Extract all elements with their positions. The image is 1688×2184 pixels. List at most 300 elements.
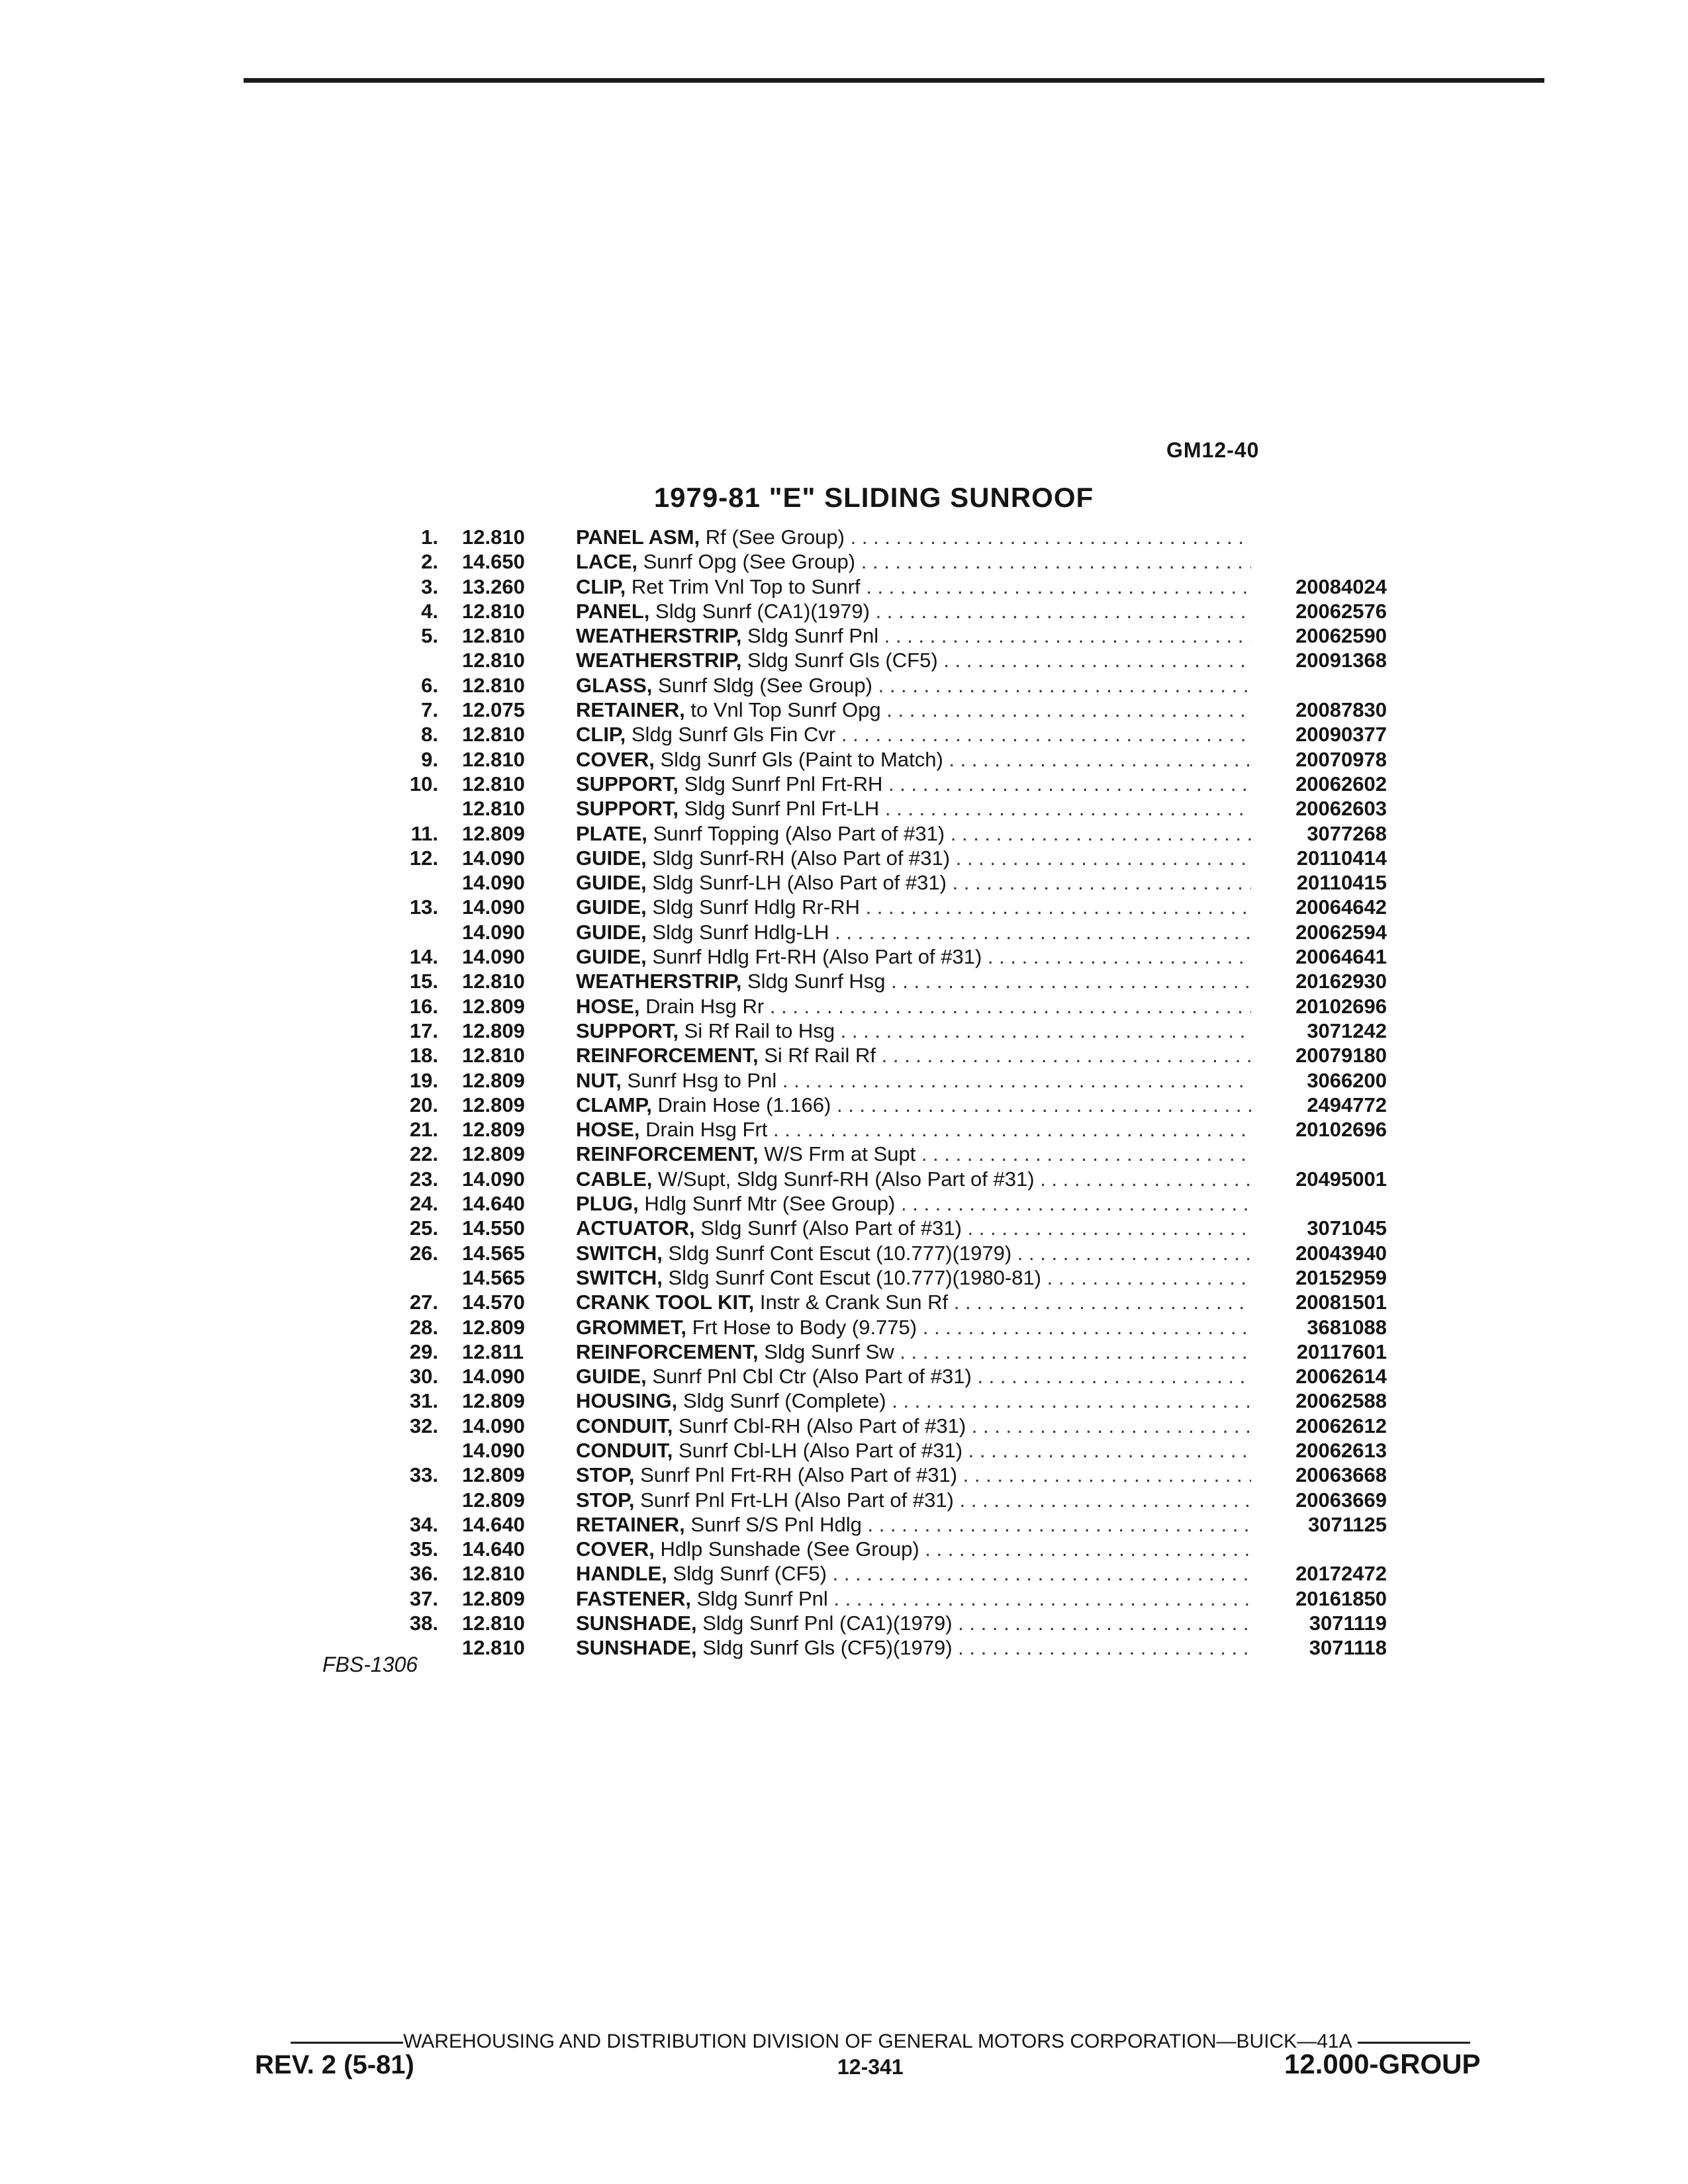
part-number: 20087830: [1295, 698, 1387, 722]
part-row: [377, 1216, 1387, 1240]
part-number: 3071125: [1308, 1512, 1387, 1536]
part-name: SUNSHADE,: [576, 1612, 697, 1635]
group-number: 12.809: [462, 1389, 525, 1413]
part-detail: Sunrf Sldg (See Group): [658, 673, 872, 697]
part-description: [576, 796, 1251, 821]
part-row: [377, 994, 1387, 1019]
part-detail: Sldg Sunrf Cont Escut (10.777)(1980-81): [668, 1265, 1041, 1289]
part-detail: Sunrf Topping (Also Part of #31): [653, 821, 945, 845]
part-row: [377, 1019, 1387, 1043]
item-number: 3.: [421, 574, 438, 598]
part-detail: Sldg Sunrf (CF5): [673, 1562, 827, 1586]
item-number: 11.: [410, 821, 438, 845]
item-number: 20.: [409, 1093, 438, 1116]
part-name: PANEL ASM,: [576, 525, 700, 549]
part-name: HANDLE,: [576, 1562, 667, 1586]
group-number: 12.810: [462, 747, 525, 771]
group-number: 14.090: [462, 945, 525, 969]
revision-label: REV. 2 (5-81): [255, 2050, 414, 2079]
part-detail: Hdlp Sunshade (See Group): [660, 1537, 919, 1561]
group-number: 14.640: [462, 1192, 525, 1216]
group-number: 14.640: [462, 1537, 525, 1561]
item-number: 10.: [409, 772, 438, 796]
part-description: [576, 1265, 1251, 1290]
part-number: 20162930: [1295, 970, 1387, 993]
item-number: 34.: [409, 1512, 438, 1536]
part-row: [377, 1512, 1387, 1537]
group-number: 14.090: [462, 1438, 525, 1462]
part-name: GUIDE,: [576, 871, 647, 895]
part-description: [576, 870, 1251, 895]
part-name: WEATHERSTRIP,: [576, 624, 742, 648]
group-number: 14.090: [462, 871, 525, 895]
item-number: 22.: [409, 1142, 438, 1166]
part-detail: Sunrf Opg (See Group): [643, 550, 856, 574]
part-row: [377, 698, 1387, 722]
part-description: [576, 698, 1251, 722]
group-number: 14.090: [462, 846, 525, 870]
item-number: 2.: [421, 550, 438, 574]
part-detail: Sldg Sunrf Pnl: [696, 1586, 828, 1610]
part-description: [576, 1512, 1251, 1537]
part-row: [377, 1488, 1387, 1512]
part-name: LACE,: [576, 550, 637, 574]
part-name: SUPPORT,: [576, 772, 679, 796]
footer-rule-left: [291, 2042, 403, 2044]
part-number: 3071242: [1307, 1019, 1387, 1042]
part-detail: Sldg Sunrf Hdlg Rr-RH: [652, 895, 860, 919]
group-number: 12.810: [462, 797, 525, 821]
item-number: 9.: [421, 747, 438, 771]
item-number: 32.: [409, 1414, 438, 1437]
group-number: 12.809: [462, 1586, 525, 1610]
part-number: 20152959: [1295, 1265, 1387, 1289]
group-number: 12.809: [462, 1315, 525, 1339]
part-description: [576, 1611, 1251, 1635]
part-row: [377, 870, 1387, 895]
part-description: [576, 1216, 1251, 1240]
part-detail: Sldg Sunrf Pnl Frt-LH: [684, 797, 880, 821]
part-detail: Si Rf Rail to Hsg: [684, 1019, 835, 1042]
part-number: 20091368: [1295, 649, 1387, 672]
part-description: [576, 1068, 1251, 1093]
group-number: 14.570: [462, 1291, 525, 1314]
part-description: [576, 1142, 1251, 1166]
part-name: PANEL,: [576, 599, 650, 623]
part-number: 3681088: [1307, 1315, 1387, 1339]
item-number: 4.: [421, 599, 438, 623]
part-number: 20062602: [1295, 772, 1387, 796]
part-detail: Sunrf Cbl-RH (Also Part of #31): [679, 1414, 966, 1437]
part-detail: Sldg Sunrf Pnl: [747, 624, 879, 648]
part-detail: Sldg Sunrf-RH (Also Part of #31): [652, 846, 951, 870]
part-number: 20161850: [1295, 1586, 1387, 1610]
part-row: [377, 722, 1387, 747]
part-name: PLUG,: [576, 1192, 639, 1216]
part-row: [377, 1167, 1387, 1191]
page-number: 12-341: [837, 2055, 904, 2079]
group-number: 12.809: [462, 994, 525, 1018]
page-title: 1979-81 "E" SLIDING SUNROOF: [653, 482, 1094, 513]
part-description: [576, 944, 1251, 969]
part-description: [576, 549, 1251, 574]
group-number: 12.809: [462, 1118, 525, 1142]
part-row: [377, 920, 1387, 944]
part-detail: Instr & Crank Sun Rf: [759, 1291, 949, 1314]
part-detail: Sldg Sunrf (CA1)(1979): [655, 599, 870, 623]
group-number: 12.075: [462, 698, 525, 722]
part-row: [377, 772, 1387, 796]
item-number: 1.: [421, 525, 438, 549]
part-description: [576, 1167, 1251, 1191]
part-number: 20102696: [1295, 1118, 1387, 1142]
item-number: 38.: [409, 1612, 438, 1635]
part-description: [576, 969, 1251, 993]
part-description: [576, 1537, 1251, 1561]
part-name: GUIDE,: [576, 920, 647, 944]
part-detail: Sldg Sunrf Hdlg-LH: [652, 920, 829, 944]
part-name: CABLE,: [576, 1167, 653, 1191]
part-row: [377, 1463, 1387, 1487]
part-number: 20079180: [1295, 1044, 1387, 1068]
group-number: 12.810: [462, 723, 525, 747]
part-detail: to Vnl Top Sunrf Opg: [690, 698, 881, 722]
part-number: 20110415: [1296, 871, 1387, 895]
part-number: 20062590: [1295, 624, 1387, 648]
group-number: 12.810: [462, 772, 525, 796]
part-row: [377, 599, 1387, 623]
part-detail: Hdlg Sunrf Mtr (See Group): [644, 1192, 896, 1216]
group-number: 12.810: [462, 624, 525, 648]
part-row: [377, 1611, 1387, 1635]
part-detail: Sldg Sunrf Gls (Paint to Match): [660, 747, 943, 771]
part-row: [377, 623, 1387, 648]
item-number: 5.: [421, 624, 438, 648]
part-row: [377, 1265, 1387, 1290]
part-number: 20062594: [1295, 920, 1387, 944]
part-name: RETAINER,: [576, 698, 685, 722]
part-number: 20043940: [1295, 1241, 1387, 1265]
part-name: CLAMP,: [576, 1093, 652, 1116]
part-detail: Sldg Sunrf-LH (Also Part of #31): [652, 871, 947, 895]
part-number: 20063668: [1295, 1463, 1387, 1487]
part-name: STOP,: [576, 1463, 635, 1487]
group-number: 12.809: [462, 1019, 525, 1042]
item-number: 7.: [421, 698, 438, 722]
part-name: WEATHERSTRIP,: [576, 649, 742, 672]
part-detail: Frt Hose to Body (9.775): [692, 1315, 917, 1339]
part-detail: Drain Hsg Rr: [645, 994, 765, 1018]
footer-division: WAREHOUSING AND DISTRIBUTION DIVISION OF GENERAL MOTORS CORPORATION—BUICK—41A: [403, 2030, 1352, 2052]
part-name: HOSE,: [576, 1118, 640, 1142]
part-description: [576, 1117, 1251, 1142]
item-number: 23.: [409, 1167, 438, 1191]
group-number: 12.810: [462, 1636, 525, 1660]
part-name: NUT,: [576, 1068, 622, 1092]
part-description: [576, 673, 1251, 698]
part-name: SUPPORT,: [576, 1019, 679, 1042]
part-number: 20172472: [1295, 1562, 1387, 1586]
group-number: 14.640: [462, 1512, 525, 1536]
part-detail: Sunrf Pnl Cbl Ctr (Also Part of #31): [652, 1365, 972, 1388]
part-number: 3071118: [1309, 1636, 1387, 1660]
group-number: 12.810: [462, 649, 525, 672]
part-description: [576, 1635, 1251, 1660]
part-row: [377, 796, 1387, 821]
part-row: [377, 525, 1387, 549]
part-row: [377, 1043, 1387, 1068]
part-row: [377, 574, 1387, 599]
part-row: [377, 1364, 1387, 1388]
part-detail: Sunrf S/S Pnl Hdlg: [690, 1512, 862, 1536]
part-name: RETAINER,: [576, 1512, 685, 1536]
item-number: 24.: [409, 1192, 438, 1216]
part-number: 20064641: [1295, 945, 1387, 969]
part-row: [377, 1561, 1387, 1586]
part-name: SUPPORT,: [576, 797, 679, 821]
part-detail: Sldg Sunrf (Complete): [682, 1389, 886, 1413]
part-name: GROMMET,: [576, 1315, 687, 1339]
top-rule: [244, 78, 1544, 83]
item-number: 16.: [409, 994, 438, 1018]
group-number: 12.810: [462, 599, 525, 623]
part-name: CRANK TOOL KIT,: [576, 1291, 755, 1314]
part-description: [576, 821, 1251, 846]
item-number: 15.: [409, 970, 438, 993]
part-name: PLATE,: [576, 821, 647, 845]
item-number: 26.: [409, 1241, 438, 1265]
part-name: CONDUIT,: [576, 1438, 673, 1462]
group-label: 12.000-GROUP: [1284, 2048, 1481, 2079]
part-name: REINFORCEMENT,: [576, 1340, 759, 1363]
part-row: [377, 1093, 1387, 1117]
part-number: 20102696: [1295, 994, 1387, 1018]
group-number: 14.090: [462, 1167, 525, 1191]
parts-list: [377, 525, 1387, 1661]
part-description: [576, 1340, 1251, 1364]
part-number: 3066200: [1307, 1068, 1387, 1092]
part-number: 20063669: [1295, 1488, 1387, 1512]
item-number: 35.: [409, 1537, 438, 1561]
part-row: [377, 1241, 1387, 1265]
group-number: 12.810: [462, 1044, 525, 1068]
part-name: CLIP,: [576, 723, 626, 747]
part-number: 20090377: [1295, 723, 1387, 747]
part-row: [377, 1142, 1387, 1166]
part-row: [377, 1117, 1387, 1142]
group-number: 12.809: [462, 1093, 525, 1116]
part-name: COVER,: [576, 747, 655, 771]
item-number: 14.: [409, 945, 438, 969]
group-number: 12.810: [462, 970, 525, 993]
group-number: 12.810: [462, 1612, 525, 1635]
part-row: [377, 1635, 1387, 1660]
part-name: FASTENER,: [576, 1586, 691, 1610]
part-number: 20070978: [1295, 747, 1387, 771]
item-number: 6.: [421, 673, 438, 697]
item-number: 12.: [409, 846, 438, 870]
group-number: 14.565: [462, 1241, 525, 1265]
part-detail: Rf (See Group): [705, 525, 845, 549]
item-number: 21.: [409, 1118, 438, 1142]
part-name: GUIDE,: [576, 945, 647, 969]
part-description: [576, 1561, 1251, 1586]
group-number: 12.810: [462, 525, 525, 549]
item-number: 8.: [421, 723, 438, 747]
group-number: 14.650: [462, 550, 525, 574]
group-number: 14.090: [462, 1365, 525, 1388]
part-description: [576, 1388, 1251, 1413]
part-description: [576, 1586, 1251, 1611]
item-number: 19.: [409, 1068, 438, 1092]
part-detail: Sldg Sunrf Gls Fin Cvr: [631, 723, 836, 747]
part-name: STOP,: [576, 1488, 635, 1512]
group-number: 14.090: [462, 895, 525, 919]
part-name: CONDUIT,: [576, 1414, 673, 1437]
item-number: 13.: [409, 895, 438, 919]
part-row: [377, 549, 1387, 574]
part-number: 20062614: [1295, 1365, 1387, 1388]
item-number: 29.: [409, 1340, 438, 1363]
part-name: ACTUATOR,: [576, 1216, 695, 1240]
part-description: [576, 1463, 1251, 1487]
part-number: 3077268: [1307, 821, 1387, 845]
part-detail: Si Rf Rail Rf: [764, 1044, 876, 1068]
part-detail: Sldg Sunrf Hsg: [747, 970, 886, 993]
part-number: 20081501: [1295, 1291, 1387, 1314]
part-number: 2494772: [1307, 1093, 1387, 1116]
part-row: [377, 821, 1387, 846]
item-number: 37.: [409, 1586, 438, 1610]
part-description: [576, 525, 1251, 549]
part-detail: Sldg Sunrf Pnl (CA1)(1979): [702, 1612, 953, 1635]
part-number: 3071119: [1309, 1612, 1387, 1635]
part-row: [377, 1340, 1387, 1364]
part-detail: Sunrf Pnl Frt-RH (Also Part of #31): [640, 1463, 958, 1487]
part-description: [576, 1241, 1251, 1265]
group-number: 12.810: [462, 1562, 525, 1586]
part-detail: Drain Hsg Frt: [645, 1118, 768, 1142]
group-number: 13.260: [462, 574, 525, 598]
part-row: [377, 944, 1387, 969]
group-number: 12.809: [462, 1463, 525, 1487]
part-description: [576, 623, 1251, 648]
part-description: [576, 772, 1251, 796]
part-row: [377, 969, 1387, 993]
group-number: 14.090: [462, 1414, 525, 1437]
part-row: [377, 747, 1387, 772]
group-number: 14.090: [462, 920, 525, 944]
part-row: [377, 648, 1387, 672]
part-number: 3071045: [1307, 1216, 1387, 1240]
part-detail: Sldg Sunrf (Also Part of #31): [700, 1216, 962, 1240]
part-name: WEATHERSTRIP,: [576, 970, 742, 993]
part-row: [377, 1586, 1387, 1611]
part-description: [576, 599, 1251, 623]
part-detail: Sldg Sunrf Pnl Frt-RH: [684, 772, 883, 796]
part-number: 20062613: [1295, 1438, 1387, 1462]
part-number: 20110414: [1296, 846, 1387, 870]
item-number: 28.: [409, 1315, 438, 1339]
part-row: [377, 1438, 1387, 1463]
part-row: [377, 1315, 1387, 1340]
part-detail: W/S Frm at Supt: [764, 1142, 916, 1166]
part-description: [576, 1488, 1251, 1512]
group-number: 12.809: [462, 1068, 525, 1092]
part-name: GUIDE,: [576, 1365, 647, 1388]
part-description: [576, 1364, 1251, 1388]
part-number: 20062603: [1295, 797, 1387, 821]
part-row: [377, 895, 1387, 919]
fbs-reference: FBS-1306: [322, 1653, 418, 1676]
part-description: [576, 1093, 1251, 1117]
part-detail: Drain Hose (1.166): [657, 1093, 831, 1116]
part-description: [576, 994, 1251, 1019]
item-number: 33.: [409, 1463, 438, 1487]
part-name: REINFORCEMENT,: [576, 1044, 759, 1068]
item-number: 31.: [409, 1389, 438, 1413]
part-row: [377, 1414, 1387, 1438]
part-detail: Sunrf Hsg to Pnl: [627, 1068, 777, 1092]
part-detail: Sunrf Pnl Frt-LH (Also Part of #31): [640, 1488, 954, 1512]
part-description: [576, 1290, 1251, 1314]
part-row: [377, 1388, 1387, 1413]
part-number: 20064642: [1295, 895, 1387, 919]
part-description: [576, 722, 1251, 747]
part-description: [576, 1191, 1251, 1216]
group-number: 14.550: [462, 1216, 525, 1240]
part-detail: Sldg Sunrf Gls (CF5)(1979): [702, 1636, 953, 1660]
item-number: 25.: [409, 1216, 438, 1240]
part-name: GUIDE,: [576, 895, 647, 919]
part-detail: Sunrf Cbl-LH (Also Part of #31): [679, 1438, 963, 1462]
part-row: [377, 673, 1387, 698]
page-code: GM12-40: [1166, 438, 1260, 462]
part-row: [377, 1537, 1387, 1561]
part-number: 20062612: [1295, 1414, 1387, 1437]
group-number: 12.809: [462, 821, 525, 845]
part-name: CLIP,: [576, 574, 626, 598]
item-number: 36.: [409, 1562, 438, 1586]
part-name: HOUSING,: [576, 1389, 678, 1413]
part-name: SUNSHADE,: [576, 1636, 697, 1660]
part-number: 20062588: [1295, 1389, 1387, 1413]
item-number: 27.: [409, 1291, 438, 1314]
part-detail: Ret Trim Vnl Top to Sunrf: [631, 574, 861, 598]
part-detail: Sldg Sunrf Gls (CF5): [747, 649, 938, 672]
part-description: [576, 1414, 1251, 1438]
part-description: [576, 648, 1251, 672]
part-number: 20117601: [1296, 1340, 1387, 1363]
part-detail: Sldg Sunrf Cont Escut (10.777)(1979): [668, 1241, 1012, 1265]
part-description: [576, 1019, 1251, 1043]
group-number: 12.811: [462, 1340, 524, 1363]
part-description: [576, 846, 1251, 870]
part-name: SWITCH,: [576, 1241, 663, 1265]
item-number: 30.: [409, 1365, 438, 1388]
part-row: [377, 1068, 1387, 1093]
part-number: 20495001: [1295, 1167, 1387, 1191]
part-detail: W/Supt, Sldg Sunrf-RH (Also Part of #31): [658, 1167, 1035, 1191]
part-description: [576, 574, 1251, 599]
group-number: 12.809: [462, 1488, 525, 1512]
part-detail: Sldg Sunrf Sw: [764, 1340, 894, 1363]
part-name: HOSE,: [576, 994, 640, 1018]
part-name: COVER,: [576, 1537, 655, 1561]
group-number: 12.809: [462, 1142, 525, 1166]
part-name: GUIDE,: [576, 846, 647, 870]
part-row: [377, 1191, 1387, 1216]
